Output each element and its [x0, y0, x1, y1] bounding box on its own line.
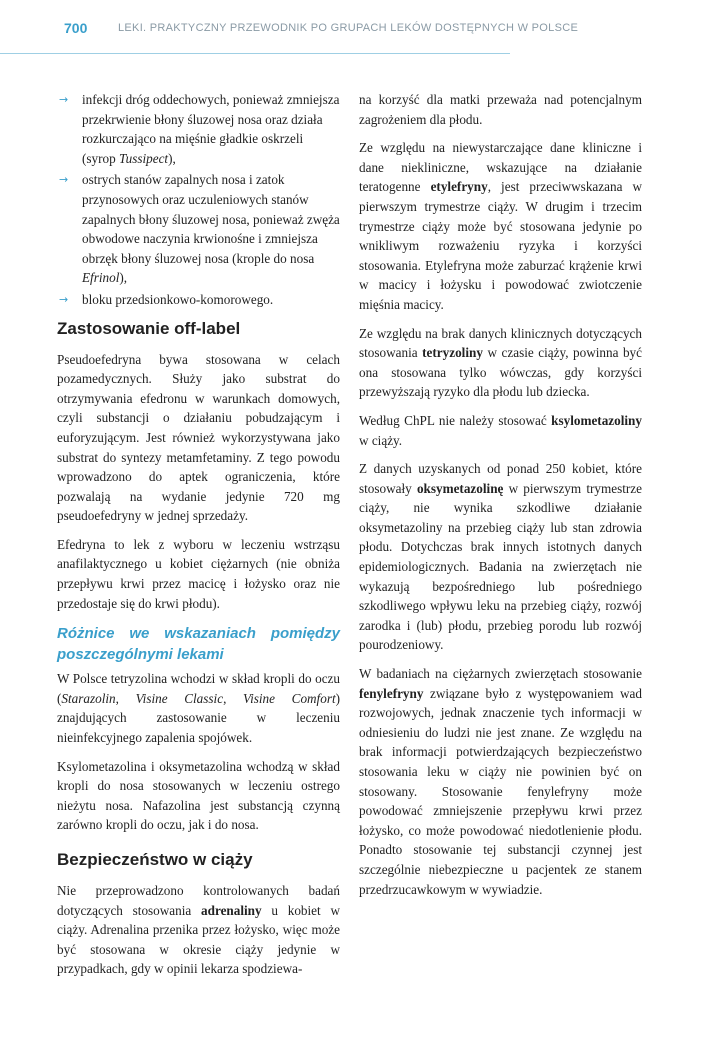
paragraph: W badaniach na ciężarnych zwierzętach stosowanie fenylefryny związane było z występowaniem wad rozwojowych, jednak znaczenie tych informacji w odniesieniu do ludzi nie jest znane. Ze względu na brak informacji potwierdzających bezpieczeństwo stosowania leku w ciąży nie powinien być on stosowany. Stosowanie fenylefryny może powodować zmniejszenie przepływu krwi przez łożysko, co może powodować niedotlenienie płodu. Ponadto stosowanie tej substancji czynnej jest szczególnie niebezpieczne u pacjentek ze stanem przedrzucawkowym w wywiadzie. [359, 666, 642, 897]
paragraph: na korzyść dla matki przeważa nad potencjalnym zagrożeniem dla płodu. [359, 92, 642, 127]
list-item: → bloku przedsionkowo-komorowego. [57, 290, 340, 310]
paragraph: Nie przeprowadzono kontrolowanych badań dotyczących stosowania adrenaliny u kobiet w ciąży. Adrenalina przenika przez łożysko, więc może być stosowana w okresie ciąży jedynie w przypadkach, gdy w opinii lekarza spodziewa- [57, 883, 340, 977]
paragraph: Ksylometazolina i oksymetazolina wchodzą w skład kropli do nosa stosowanych w leczeniu ostrego nieżytu nosa. Nafazolina jest substancją czynną zarówno kropli do oczu, jak i do nosa. [57, 758, 340, 833]
arrow-bullet-icon: → [59, 292, 69, 306]
running-header [0, 0, 728, 60]
paragraph: Według ChPL nie należy stosować ksylometazoliny w ciąży. [359, 412, 642, 448]
running-title: LEKI. PRAKTYCZNY PRZEWODNIK PO GRUPACH LEKÓW DOSTĘPNYCH W POLSCE [118, 22, 579, 34]
paragraph: W Polsce tetryzolina wchodzi w skład kropli do oczu (Starazolin, Visine Classic, Visine Comfort) znajdujących zastosowanie w leczeniu nieinfekcyjnego zapalenia spojówek. [57, 671, 341, 746]
header-divider [0, 53, 510, 54]
arrow-bullet-icon: → [59, 173, 69, 187]
right-column [359, 90, 642, 908]
list-item: → ostrych stanów zapalnych nosa i zatok przynosowych oraz uczuleniowych stanów zapalnych błony śluzowej nosa, ponieważ zwęża obwodowe naczynia krwionośne i zmniejsza obrzęk błony śluzowej nosa (krople do nosa Efrinol), [59, 172, 340, 286]
list-item: → infekcji dróg oddechowych, ponieważ zmniejsza przekrwienie błony śluzowej nosa oraz działa rozkurczająco na mięśnie gładkie oskrzeli (syrop Tussipect), [59, 92, 340, 166]
paragraph: Pseudoefedryna bywa stosowana w celach pozamedycznych. Służy jako substrat do otrzymywania efedronu w warunkach domowych, czyli substancji o działaniu pobudzającym i euforyzującym. Jest również wykorzystywana jako substrat do syntezy metamfetaminy. Z tego powodu wprowadzono do aptek ograniczenia, które pozwalają na wydanie jedynie 720 mg pseudoefedryny w jednej sprzedaży. [57, 351, 340, 524]
heading-differences: Różnice we wskazaniach pomiędzy poszczególnymi lekami [57, 625, 340, 664]
paragraph: Z danych uzyskanych od ponad 250 kobiet, które stosowały oksymetazolinę w pierwszym trymestrze ciąży, nie wynika szkodliwe działanie oksymetazoliny na przebieg ciąży lub stan zdrowia płodu. Dotychczas brak innych istotnych danych epidemiologicznych. Badania na zwierzętach nie wykazują bezpośredniego lub pośredniego szkodliwego wpływu leku na przebieg ciąży, rozwój zarodka i (lub) płodu, przebieg porodu lub rozwój pourodzeniowy. [359, 461, 642, 653]
paragraph: Ze względu na brak danych klinicznych dotyczących stosowania tetryzoliny w czasie ciąży, powinna być ona stosowana tylko wówczas, gdy korzyści przewyższają ryzyko dla płodu lub dziecka. [359, 325, 643, 400]
indication-list [57, 90, 340, 310]
page-number: 700 [64, 20, 88, 36]
arrow-bullet-icon: → [59, 93, 69, 106]
paragraph: Efedryna to lek z wyboru w leczeniu wstrząsu anafilaktycznego u kobiet ciężarnych (nie obniża przepływu krwi przez macicę i łożysko oraz nie przedostaje się do krwi płodu). [57, 536, 340, 611]
left-column [57, 90, 340, 988]
heading-off-label: Zastosowanie off-label [57, 318, 241, 338]
heading-pregnancy-safety: Bezpieczeństwo w ciąży [57, 850, 253, 869]
paragraph: Ze względu na niewystarczające dane kliniczne i dane niekliniczne, wskazujące na działanie teratogenne etylefryny, jest przeciwwskazana w pierwszym trymestrze ciąży. W drugim i trzecim trymestrze ciąży może być stosowana jedynie po wnikliwym rozważeniu ryzyka i korzyści stosowania. Etylefryna może zaburzać krążenie krwi w macicy i łożysku i powodować zwiotczenie mięśnia macicy. [359, 140, 643, 312]
